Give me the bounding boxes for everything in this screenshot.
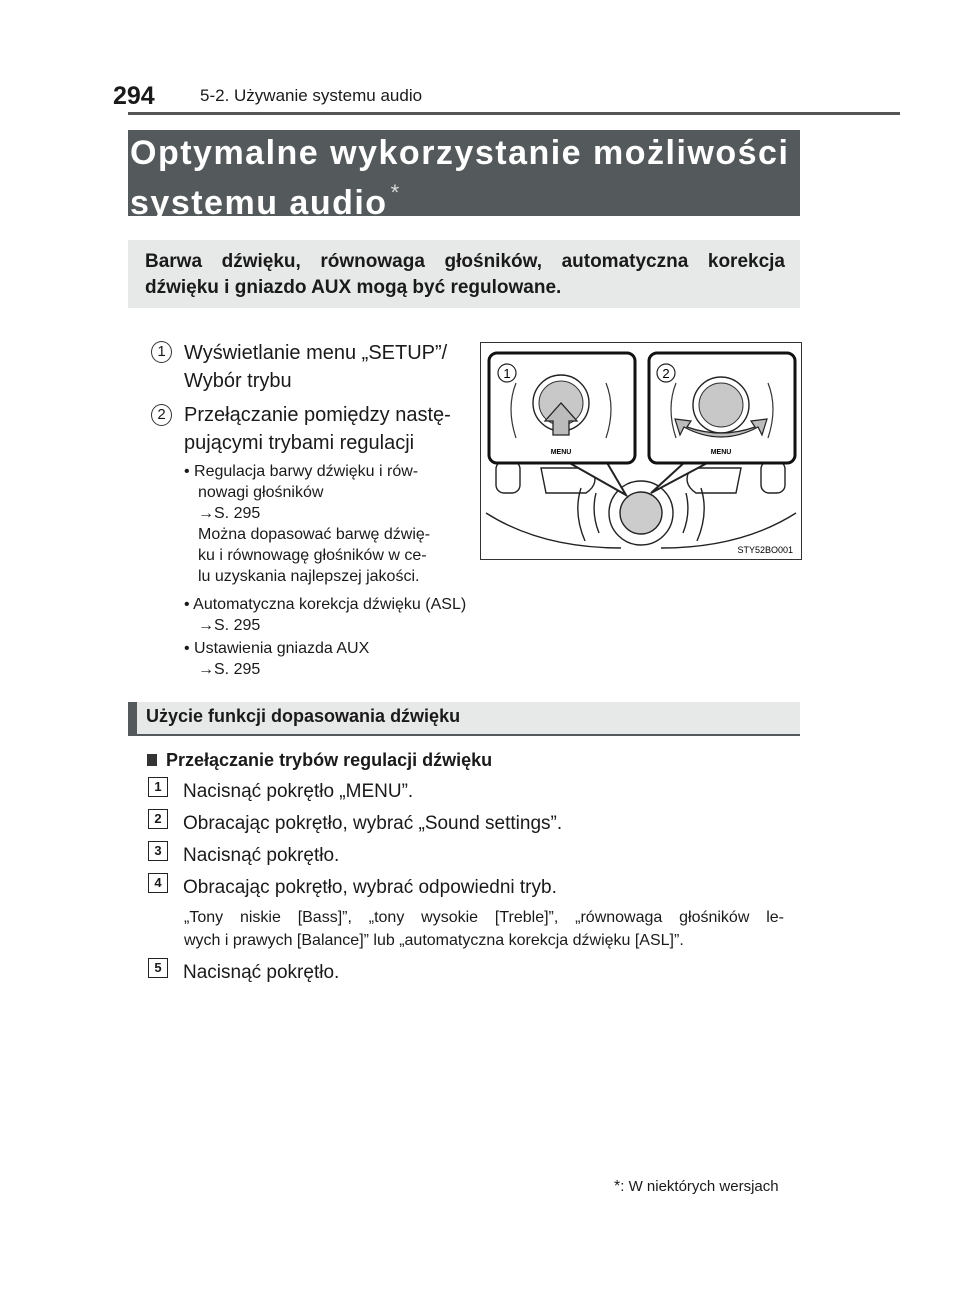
step-text-2: Obracając pokrętło, wybrać „Sound settings”. xyxy=(183,813,563,834)
step-4-description xyxy=(184,906,784,952)
step-number-2: 2 xyxy=(148,809,168,829)
callout-pointer xyxy=(651,461,711,493)
callout-text-2 xyxy=(184,401,474,457)
page-number: 294 xyxy=(113,82,155,110)
bullet-1-line2: nowagi głośników xyxy=(198,484,324,501)
side-button-right xyxy=(761,461,785,493)
intro-line1: Barwa dźwięku, równowaga głośników, automatyczna korekcja xyxy=(145,251,785,272)
step-text-5: Nacisnąć pokrętło. xyxy=(183,962,340,983)
procedure-heading-text: Przełączanie trybów regulacji dźwięku xyxy=(166,750,493,770)
console-line xyxy=(486,513,621,548)
footnote-asterisk: * xyxy=(614,1178,621,1195)
bullet-1-ref: →S. 295 xyxy=(198,505,261,522)
bullet-1-line1: • Regulacja barwy dźwięku i rów- xyxy=(184,463,419,480)
page-title-line2 xyxy=(130,173,789,223)
step-4-desc-line2: wych i prawych [Balance]” lub „automatyczna korekcja dźwięku [ASL]”. xyxy=(184,932,684,949)
figure-label-2: 2 xyxy=(662,366,670,381)
figure-code: STY52BO001 xyxy=(737,545,793,555)
callout-number-2: 2 xyxy=(151,404,172,426)
step-number-1: 1 xyxy=(148,777,168,797)
subsection-accent-bar xyxy=(128,702,137,735)
bullet-2-line1: • Automatyczna korekcja dźwięku (ASL) xyxy=(184,596,467,613)
callout-text-1 xyxy=(184,339,474,395)
footnote-text: : W niektórych wersjach xyxy=(620,1178,779,1195)
asterisk-mark: * xyxy=(390,180,401,205)
page-title xyxy=(130,133,789,223)
side-button-left xyxy=(496,461,520,493)
bullet-3-ref: →S. 295 xyxy=(198,661,261,678)
intro-text xyxy=(145,249,785,301)
header-divider xyxy=(128,112,900,115)
footnote xyxy=(614,1178,779,1196)
page-title-line2-text: systemu audio xyxy=(130,184,388,222)
callout-2-line1: Przełączanie pomiędzy nastę- xyxy=(184,404,451,426)
menu-label-2: MENU xyxy=(710,449,732,456)
bullet-item-1 xyxy=(184,461,474,587)
audio-knob-illustration xyxy=(480,342,802,560)
bullet-2-ref: →S. 295 xyxy=(198,617,261,634)
step-text-4: Obracając pokrętło, wybrać odpowiedni tryb. xyxy=(183,877,557,898)
bullet-3-line1: • Ustawienia gniazda AUX xyxy=(184,640,370,657)
callout-1-line1: Wyświetlanie menu „SETUP”/ xyxy=(184,342,448,364)
square-bullet-icon xyxy=(147,754,157,766)
step-text-1: Nacisnąć pokrętło „MENU”. xyxy=(183,781,414,802)
step-number-4: 4 xyxy=(148,873,168,893)
bullet-1-note3: lu uzyskania najlepszej jakości. xyxy=(198,568,420,585)
console-line xyxy=(661,513,796,548)
bullet-1-note2: ku i równowagę głośników w ce- xyxy=(198,547,427,564)
procedure-heading xyxy=(147,750,492,771)
callout-number-1: 1 xyxy=(151,341,172,363)
callout-2-line2: pującymi trybami regulacji xyxy=(184,432,415,454)
step-number-3: 3 xyxy=(148,841,168,861)
bullet-item-2 xyxy=(184,594,564,636)
step-4-desc-line1: „Tony niskie [Bass]”, „tony wysokie [Treble]”, „równowaga głośników le- xyxy=(184,909,784,926)
step-text-3: Nacisnąć pokrętło. xyxy=(183,845,340,866)
bullet-1-note1: Można dopasować barwę dźwię- xyxy=(198,526,431,543)
step-number-5: 5 xyxy=(148,958,168,978)
subsection-title: Użycie funkcji dopasowania dźwięku xyxy=(146,706,461,726)
knob-2 xyxy=(699,383,743,427)
subsection-underline xyxy=(128,734,800,736)
intro-line2: dźwięku i gniazdo AUX mogą być regulowane. xyxy=(145,277,562,298)
page-title-line1: Optymalne wykorzystanie możliwości xyxy=(130,134,790,172)
bottom-knob xyxy=(620,492,662,534)
bullet-item-3 xyxy=(184,638,564,680)
section-title: 5-2. Używanie systemu audio xyxy=(200,86,423,105)
knob-diagram xyxy=(481,343,801,559)
callout-1-line2: Wybór trybu xyxy=(184,370,292,392)
menu-label-1: MENU xyxy=(550,449,572,456)
figure-label-1: 1 xyxy=(503,366,511,381)
callout-pointer xyxy=(566,461,626,495)
